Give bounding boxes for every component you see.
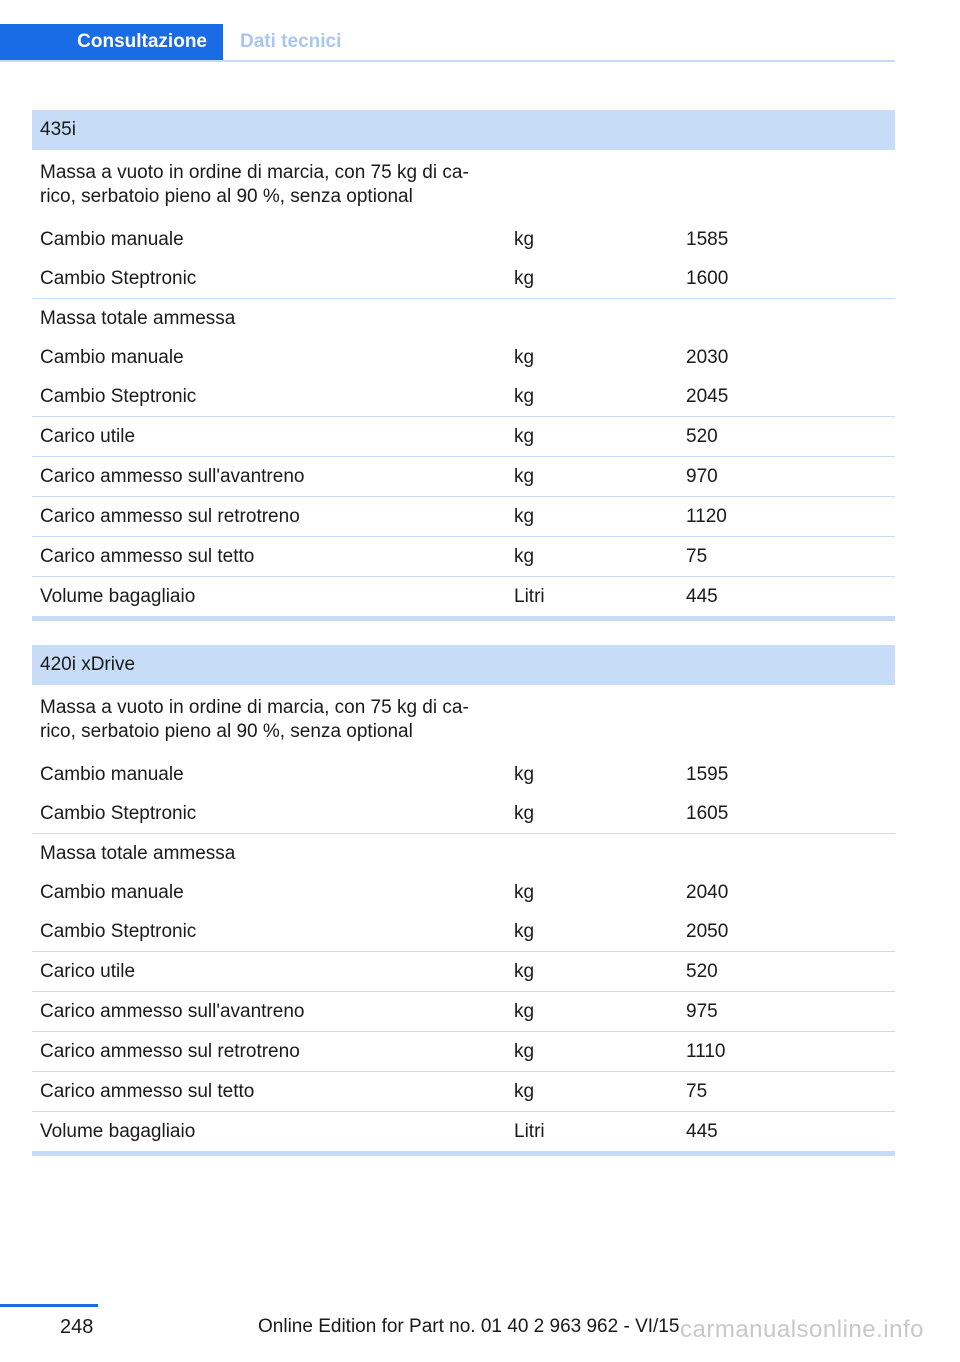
- table-row: [32, 991, 895, 1031]
- row-label: Volume bagagliaio: [40, 585, 196, 607]
- table-row: [32, 298, 895, 338]
- table-row: [32, 496, 895, 536]
- row-unit: kg: [514, 385, 535, 407]
- spec-table-420i-xdrive: [32, 645, 895, 1156]
- table-row: [32, 150, 895, 220]
- row-label: Carico ammesso sul retrotreno: [40, 505, 300, 527]
- row-label: Carico utile: [40, 960, 136, 982]
- header: [0, 24, 895, 62]
- row-label: Carico ammesso sul tetto: [40, 545, 255, 567]
- table-end-rule: [32, 616, 895, 621]
- row-label: Cambio Steptronic: [40, 267, 197, 289]
- row-value: 1595: [686, 763, 729, 785]
- table-row: [32, 1071, 895, 1111]
- row-value: 445: [686, 1120, 718, 1142]
- row-value: 1600: [686, 267, 729, 289]
- tab-dati-tecnici[interactable]: Dati tecnici: [240, 31, 342, 52]
- row-unit: kg: [514, 960, 535, 982]
- table-row: [32, 377, 895, 416]
- table-title: 420i xDrive: [32, 645, 895, 685]
- row-label: Cambio Steptronic: [40, 385, 197, 407]
- row-unit: kg: [514, 267, 535, 289]
- row-label: Carico utile: [40, 425, 136, 447]
- row-value: 75: [686, 545, 708, 567]
- page-number: 248: [60, 1316, 94, 1338]
- row-value: 1110: [686, 1040, 726, 1062]
- row-unit: kg: [514, 920, 535, 942]
- row-label: Cambio manuale: [40, 346, 184, 368]
- row-unit: kg: [514, 1040, 535, 1062]
- row-label: Volume bagagliaio: [40, 1120, 196, 1142]
- row-label: Carico ammesso sull'avantreno: [40, 465, 305, 487]
- row-unit: kg: [514, 346, 535, 368]
- row-unit: kg: [514, 1080, 535, 1102]
- row-unit: kg: [514, 425, 535, 447]
- table-end-rule: [32, 1151, 895, 1156]
- row-label: Cambio manuale: [40, 763, 184, 785]
- row-label: Massa totale ammessa: [40, 842, 236, 864]
- row-value: 2050: [686, 920, 729, 942]
- row-value: 75: [686, 1080, 708, 1102]
- row-label: Massa a vuoto in ordine di marcia, con 75 kg di ca- rico, serbatoio pieno al 90 %, senza optional: [40, 162, 469, 207]
- table-row: [32, 416, 895, 456]
- row-label: Carico ammesso sul tetto: [40, 1080, 255, 1102]
- row-value: 520: [686, 960, 718, 982]
- table-row: [32, 833, 895, 873]
- row-value: 970: [686, 465, 718, 487]
- table-row: [32, 755, 895, 794]
- table-row: [32, 536, 895, 576]
- row-unit: kg: [514, 1000, 535, 1022]
- row-value: 445: [686, 585, 718, 607]
- table-row: [32, 1031, 895, 1071]
- table-row: [32, 873, 895, 912]
- edition-note: Online Edition for Part no. 01 40 2 963 962 - VI/15: [258, 1316, 680, 1337]
- row-value: 975: [686, 1000, 718, 1022]
- row-unit: kg: [514, 763, 535, 785]
- row-label: Cambio manuale: [40, 228, 184, 250]
- row-value: 1605: [686, 802, 729, 824]
- table-row: [32, 456, 895, 496]
- watermark: carmanualsonline.info: [680, 1316, 924, 1343]
- footer-accent-bar: [0, 1304, 98, 1307]
- table-row: [32, 220, 895, 259]
- row-label: Carico ammesso sull'avantreno: [40, 1000, 305, 1022]
- table-row: [32, 338, 895, 377]
- row-value: 1120: [686, 505, 727, 527]
- row-value: 2040: [686, 881, 729, 903]
- table-row: [32, 576, 895, 616]
- row-unit: kg: [514, 465, 535, 487]
- table-title: 435i: [32, 110, 895, 150]
- table-row: [32, 912, 895, 951]
- row-unit: Litri: [514, 585, 545, 607]
- tab-consultazione[interactable]: Consultazione: [0, 24, 223, 60]
- table-row: [32, 259, 895, 298]
- spec-table-435i: [32, 110, 895, 621]
- row-label: Cambio manuale: [40, 881, 184, 903]
- row-label: Massa totale ammessa: [40, 307, 236, 329]
- table-row: [32, 951, 895, 991]
- table-row: [32, 794, 895, 833]
- row-label: Cambio Steptronic: [40, 802, 197, 824]
- row-unit: Litri: [514, 1120, 545, 1142]
- row-unit: kg: [514, 228, 535, 250]
- row-unit: kg: [514, 881, 535, 903]
- row-value: 520: [686, 425, 718, 447]
- row-unit: kg: [514, 545, 535, 567]
- row-unit: kg: [514, 505, 535, 527]
- table-row: [32, 1111, 895, 1151]
- row-label: Massa a vuoto in ordine di marcia, con 75 kg di ca- rico, serbatoio pieno al 90 %, senza optional: [40, 697, 469, 742]
- row-value: 2045: [686, 385, 729, 407]
- row-unit: kg: [514, 802, 535, 824]
- row-label: Cambio Steptronic: [40, 920, 197, 942]
- row-value: 1585: [686, 228, 729, 250]
- row-label: Carico ammesso sul retrotreno: [40, 1040, 300, 1062]
- header-divider: [0, 60, 895, 62]
- table-row: [32, 685, 895, 755]
- row-value: 2030: [686, 346, 729, 368]
